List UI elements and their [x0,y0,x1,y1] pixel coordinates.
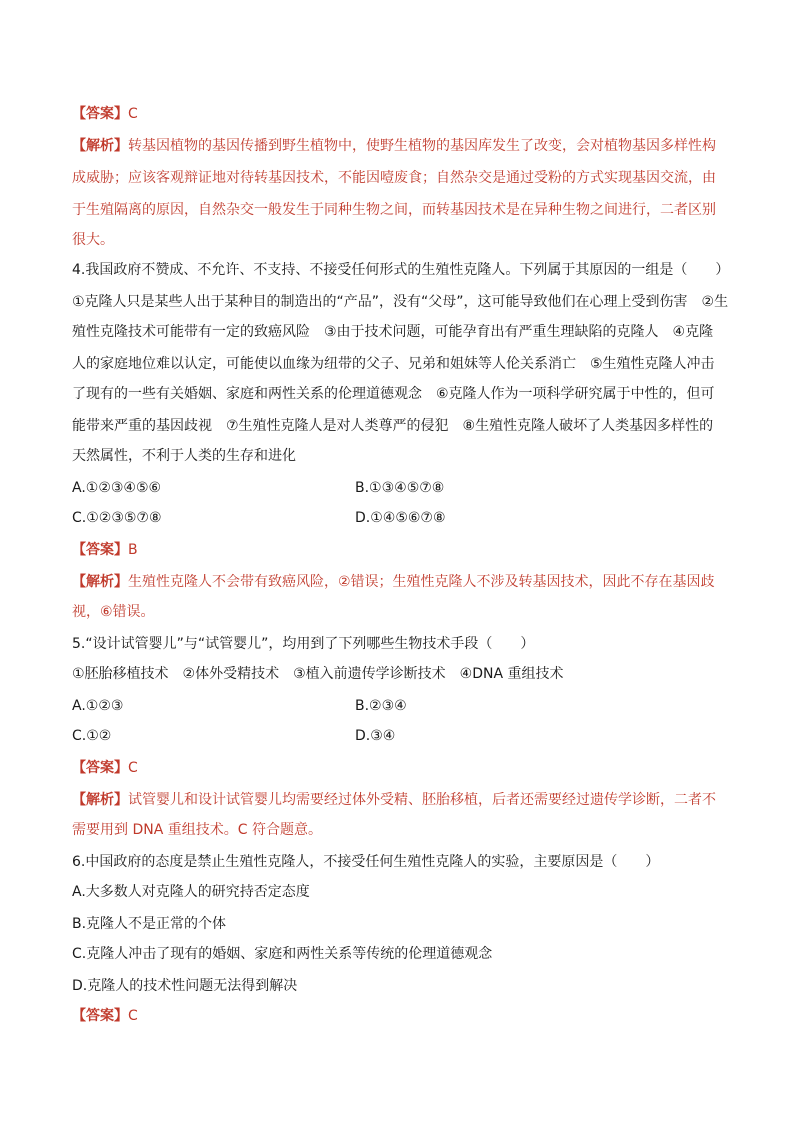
q4-option-d: D.①④⑤⑥⑦⑧ [355,510,446,526]
q5-option-b: B.②③④ [355,698,407,714]
q3-analysis-line: 很大。 [72,232,114,248]
answer-label: 【答案】 [72,760,128,776]
q3-analysis-line: 于生殖隔离的原因，自然杂交一般发生于同种生物之间，而转基因技术是在异种生物之间进行，二者区别 [72,202,716,218]
q4-stem-line: ①克隆人只是某些人出于某种目的制造出的“产品”，没有“父母”，这可能导致他们在心理上受到伤害 ②生 [72,294,729,310]
analysis-label: 【解析】 [72,792,128,808]
answer-label: 【答案】 [72,542,128,558]
answer-label: 【答案】 [72,1008,128,1024]
q3-answer [72,104,138,124]
answer-value: B [128,542,138,558]
q4-stem-line: 了现有的一些有关婚姻、家庭和两性关系的伦理道德观念 ⑥克隆人作为一项科学研究属于中性的，但可 [72,386,715,402]
q6-stem: 6.中国政府的态度是禁止生殖性克隆人，不接受任何生殖性克隆人的实验，主要原因是（ ） [72,854,660,870]
q4-analysis-line: 视，⑥错误。 [72,604,155,620]
q5-answer [72,758,138,778]
q5-stem-line: ①胚胎移植技术 ②体外受精技术 ③植入前遗传学诊断技术 ④DNA 重组技术 [72,666,564,682]
q5-analysis-line: 【解析】试管婴儿和设计试管婴儿均需要经过体外受精、胚胎移植，后者还需要经过遗传学诊断，二者不 [72,792,716,808]
answer-value: C [128,1008,138,1024]
q3-analysis-line: 【解析】转基因植物的基因传播到野生植物中，使野生植物的基因库发生了改变，会对植物基因多样性构 [72,138,716,154]
q4-option-a: A.①②③④⑤⑥ [72,480,162,496]
q4-stem-line: 殖性克隆技术可能带有一定的致癌风险 ③由于技术问题，可能孕育出有严重生理缺陷的克隆人 ④克隆 [72,324,714,340]
q4-stem-line: 能带来严重的基因歧视 ⑦生殖性克隆人是对人类尊严的侵犯 ⑧生殖性克隆人破坏了人类基因多样性的 [72,418,714,434]
q4-stem-line: 4.我国政府不赞成、不允许、不支持、不接受任何形式的生殖性克隆人。下列属于其原因的一组是（ ） [72,262,730,278]
answer-value: C [128,760,138,776]
q4-answer [72,540,138,560]
analysis-label: 【解析】 [72,138,128,154]
q4-option-b: B.①③④⑤⑦⑧ [355,480,445,496]
q4-stem-line: 人的家庭地位难以认定，可能使以血缘为纽带的父子、兄弟和姐妹等人伦关系消亡 ⑤生殖性克隆人冲击 [72,356,715,372]
q4-analysis-line: 【解析】生殖性克隆人不会带有致癌风险，②错误；生殖性克隆人不涉及转基因技术，因此不存在基因歧 [72,574,715,590]
q5-option-a: A.①②③ [72,698,124,714]
q5-analysis-line: 需要用到 DNA 重组技术。C 符合题意。 [72,822,322,838]
q6-answer [72,1006,138,1026]
q5-option-d: D.③④ [355,728,396,744]
answer-label: 【答案】 [72,106,128,122]
q5-option-c: C.①② [72,728,112,744]
q6-option-c: C.克隆人冲击了现有的婚姻、家庭和两性关系等传统的伦理道德观念 [72,946,493,962]
q6-option-b: B.克隆人不是正常的个体 [72,916,227,932]
analysis-label: 【解析】 [72,574,128,590]
q3-analysis-line: 成威胁；应该客观辩证地对待转基因技术，不能因噎废食；自然杂交是通过受粉的方式实现基因交流，由 [72,170,716,186]
q4-option-c: C.①②③⑤⑦⑧ [72,510,162,526]
q6-option-d: D.克隆人的技术性问题无法得到解决 [72,978,298,994]
q5-stem-line: 5.“设计试管婴儿”与“试管婴儿”，均用到了下列哪些生物技术手段（ ） [72,636,535,652]
q4-stem-line: 天然属性，不利于人类的生存和进化 [72,448,296,464]
answer-value: C [128,106,138,122]
q6-option-a: A.大多数人对克隆人的研究持否定态度 [72,884,310,900]
